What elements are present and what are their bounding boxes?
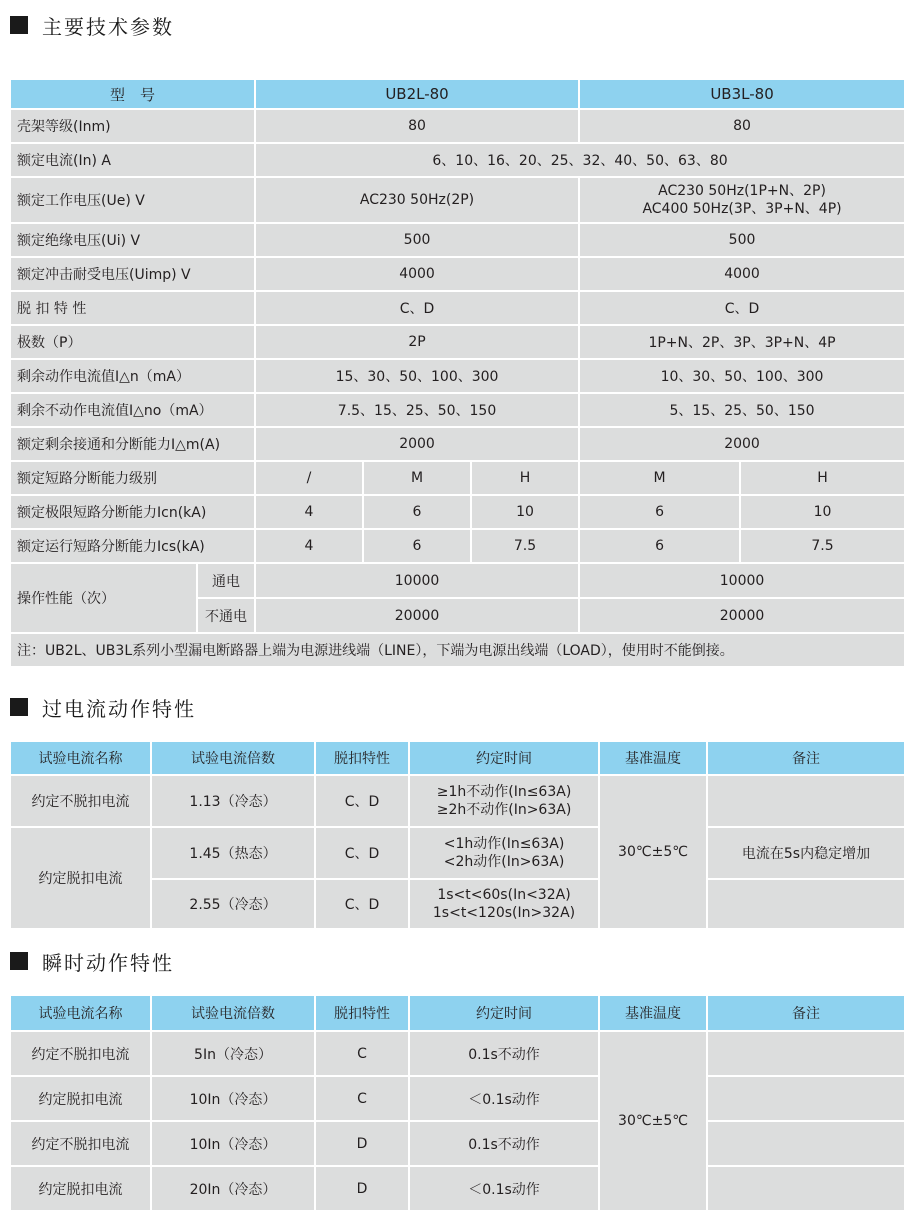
cell-value: 约定脱扣电流: [10, 827, 151, 929]
cell-value-multiline: [409, 775, 599, 827]
table-row: [10, 461, 905, 495]
row-label: 额定绝缘电压(Ui) V: [10, 223, 255, 257]
header-cell: 试验电流倍数: [151, 995, 315, 1031]
row-label: 操作性能（次）: [10, 563, 197, 633]
section-title: 过电流动作特性: [42, 696, 196, 721]
cell-value: D: [315, 1121, 409, 1166]
table-row: [10, 359, 905, 393]
cell-value: 80: [255, 109, 579, 143]
cell-value: 约定脱扣电流: [10, 1166, 151, 1211]
cell-value: 1.13（冷态）: [151, 775, 315, 827]
table-row: [10, 109, 905, 143]
cell-value: 20In（冷态）: [151, 1166, 315, 1211]
cell-value: M: [579, 461, 740, 495]
cell-value: M: [363, 461, 471, 495]
cell-empty: [707, 1121, 905, 1166]
table-row: [10, 325, 905, 359]
table-row: [10, 563, 905, 598]
cell-value: 10: [471, 495, 579, 529]
table-row: [10, 291, 905, 325]
cell-value: 500: [255, 223, 579, 257]
line: 1s<t<120s(In>32A): [432, 905, 576, 921]
square-bullet-icon: [10, 952, 28, 970]
section-title: 主要技术参数: [42, 14, 174, 39]
cell-value-multiline: [409, 827, 599, 879]
cell-value: ＜0.1s动作: [409, 1076, 599, 1121]
table-header-row: [10, 79, 905, 109]
table-header-row: [10, 741, 905, 775]
cell-value: 约定不脱扣电流: [10, 1031, 151, 1076]
cell-value: 10、30、50、100、300: [579, 359, 905, 393]
cell-value: 约定脱扣电流: [10, 1076, 151, 1121]
row-label: 脱 扣 特 性: [10, 291, 255, 325]
cell-value: 6: [363, 495, 471, 529]
cell-value: 0.1s不动作: [409, 1121, 599, 1166]
cell-value: 5、15、25、50、150: [579, 393, 905, 427]
line: <2h动作(In>63A): [443, 854, 565, 870]
cell-value: 约定不脱扣电流: [10, 775, 151, 827]
cell-value: 10000: [579, 563, 905, 598]
cell-value-multiline: [579, 177, 905, 223]
row-label: 剩余不动作电流值I△no（mA）: [10, 393, 255, 427]
main-params-table: [9, 78, 906, 668]
cell-value: 10In（冷态）: [151, 1076, 315, 1121]
table-row: [10, 393, 905, 427]
cell-empty: [707, 1076, 905, 1121]
sub-label: 通电: [197, 563, 255, 598]
table-row: [10, 257, 905, 291]
cell-value: H: [740, 461, 905, 495]
cell-value: 0.1s不动作: [409, 1031, 599, 1076]
header-cell: 试验电流名称: [10, 995, 151, 1031]
header-cell: 备注: [707, 995, 905, 1031]
cell-value: 500: [579, 223, 905, 257]
cell-value: C: [315, 1076, 409, 1121]
section-title: 瞬时动作特性: [42, 950, 174, 975]
cell-value: 7.5: [471, 529, 579, 563]
row-label: 剩余动作电流值I△n（mA）: [10, 359, 255, 393]
cell-value: 2P: [255, 325, 579, 359]
cell-value: AC230 50Hz(2P): [255, 177, 579, 223]
table-row: [10, 177, 905, 223]
table-row: [10, 775, 905, 827]
line: ≥1h不动作(In≤63A): [436, 784, 572, 800]
line: 1s<t<60s(In<32A): [437, 887, 571, 903]
cell-value: D: [315, 1166, 409, 1211]
reference-temperature: 30℃±5℃: [599, 775, 707, 929]
cell-value: 4: [255, 495, 363, 529]
cell-value: 20000: [255, 598, 579, 633]
cell-empty: [707, 879, 905, 929]
table-row: [10, 495, 905, 529]
row-label: 壳架等级(Inm): [10, 109, 255, 143]
reference-temperature: 30℃±5℃: [599, 1031, 707, 1211]
cell-value: 10: [740, 495, 905, 529]
remark: 电流在5s内稳定增加: [707, 827, 905, 879]
instant-table: [9, 994, 906, 1212]
header-cell: 备注: [707, 741, 905, 775]
table-row: [10, 427, 905, 461]
square-bullet-icon: [10, 16, 28, 34]
line: ≥2h不动作(In>63A): [436, 802, 572, 818]
cell-value: 2000: [579, 427, 905, 461]
cell-value: 4000: [579, 257, 905, 291]
table-row: [10, 827, 905, 879]
overcurrent-table: [9, 740, 906, 930]
cell-value: ＜0.1s动作: [409, 1166, 599, 1211]
header-ub3l: UB3L-80: [579, 79, 905, 109]
row-label: 极数（P）: [10, 325, 255, 359]
header-cell: 脱扣特性: [315, 741, 409, 775]
cell-value: /: [255, 461, 363, 495]
cell-value: 10In（冷态）: [151, 1121, 315, 1166]
cell-value-multiline: [409, 879, 599, 929]
cell-value: C、D: [315, 827, 409, 879]
row-label: 额定电流(In) A: [10, 143, 255, 177]
cell-value: C、D: [315, 879, 409, 929]
cell-empty: [707, 1166, 905, 1211]
cell-value: C、D: [255, 291, 579, 325]
header-cell: 基准温度: [599, 995, 707, 1031]
table-header-row: [10, 995, 905, 1031]
table-row: [10, 529, 905, 563]
cell-value: 5In（冷态）: [151, 1031, 315, 1076]
row-label: 额定极限短路分断能力Icn(kA): [10, 495, 255, 529]
cell-value: 4000: [255, 257, 579, 291]
section-heading-instant: [10, 946, 174, 976]
header-model: 型 号: [10, 79, 255, 109]
cell-value: 4: [255, 529, 363, 563]
row-label: 额定短路分断能力级别: [10, 461, 255, 495]
line: AC230 50Hz(1P+N、2P): [658, 183, 826, 199]
cell-value: C、D: [315, 775, 409, 827]
cell-empty: [707, 1031, 905, 1076]
cell-value: 1P+N、2P、3P、3P+N、4P: [579, 325, 905, 359]
cell-value: 6、10、16、20、25、32、40、50、63、80: [255, 143, 905, 177]
header-cell: 脱扣特性: [315, 995, 409, 1031]
row-label: 额定运行短路分断能力Ics(kA): [10, 529, 255, 563]
header-cell: 约定时间: [409, 995, 599, 1031]
line: <1h动作(In≤63A): [443, 836, 565, 852]
cell-value: 20000: [579, 598, 905, 633]
cell-value: H: [471, 461, 579, 495]
table-row: [10, 1166, 905, 1211]
table-row: [10, 1076, 905, 1121]
sub-label: 不通电: [197, 598, 255, 633]
row-label: 额定冲击耐受电压(Uimp) V: [10, 257, 255, 291]
table-note: 注：UB2L、UB3L系列小型漏电断路器上端为电源进线端（LINE），下端为电源出线端（LOAD），使用时不能倒接。: [10, 633, 905, 667]
header-cell: 约定时间: [409, 741, 599, 775]
section-heading-main-params: [10, 10, 174, 40]
cell-empty: [707, 775, 905, 827]
cell-value: 7.5: [740, 529, 905, 563]
square-bullet-icon: [10, 698, 28, 716]
note-row: [10, 633, 905, 667]
table-row: [10, 143, 905, 177]
header-cell: 基准温度: [599, 741, 707, 775]
cell-value: C: [315, 1031, 409, 1076]
cell-value: 6: [363, 529, 471, 563]
cell-value: 80: [579, 109, 905, 143]
cell-value: 7.5、15、25、50、150: [255, 393, 579, 427]
table-row: [10, 1031, 905, 1076]
row-label: 额定剩余接通和分断能力I△m(A): [10, 427, 255, 461]
header-cell: 试验电流名称: [10, 741, 151, 775]
cell-value: 10000: [255, 563, 579, 598]
cell-value: 2.55（冷态）: [151, 879, 315, 929]
header-ub2l: UB2L-80: [255, 79, 579, 109]
cell-value: 1.45（热态）: [151, 827, 315, 879]
cell-value: 2000: [255, 427, 579, 461]
line: AC400 50Hz(3P、3P+N、4P): [642, 201, 842, 217]
cell-value: C、D: [579, 291, 905, 325]
table-row: [10, 223, 905, 257]
cell-value: 6: [579, 529, 740, 563]
cell-value: 15、30、50、100、300: [255, 359, 579, 393]
row-label: 额定工作电压(Ue) V: [10, 177, 255, 223]
section-heading-overcurrent: [10, 692, 196, 722]
cell-value: 约定不脱扣电流: [10, 1121, 151, 1166]
table-row: [10, 1121, 905, 1166]
header-cell: 试验电流倍数: [151, 741, 315, 775]
cell-value: 6: [579, 495, 740, 529]
